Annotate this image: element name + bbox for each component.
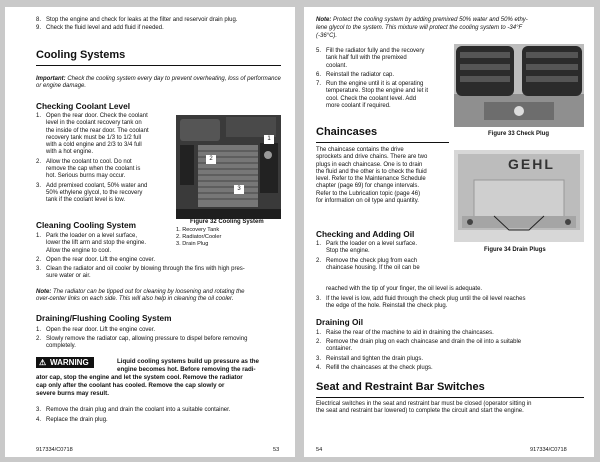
figure-32-caption: Figure 32 Cooling System bbox=[190, 219, 264, 225]
section-title-seat-restraint: Seat and Restraint Bar Switches bbox=[316, 381, 485, 393]
list-item-line: container. bbox=[326, 346, 353, 352]
list-item: 2. Open the rear door. Lift the engine cover. bbox=[36, 257, 156, 263]
list-item: 1. Park the loader on a level surface, bbox=[36, 233, 138, 239]
list-item-line: reached with the tip of your finger, the oil level is adequate. bbox=[326, 286, 483, 292]
figure-33-caption: Figure 33 Check Plug bbox=[488, 131, 550, 137]
cleaning-steps bbox=[36, 233, 176, 255]
list-item: 1. Park the loader on a level surface. bbox=[316, 241, 418, 247]
refill-steps bbox=[316, 48, 451, 110]
check-plug-illustration bbox=[454, 44, 584, 127]
cooling-system-illustration bbox=[176, 115, 281, 219]
paragraph-line: the fluid and the other is to check the fluid bbox=[316, 168, 427, 175]
note-line: over-center links on each side. This will also help in cleaning the oil cooler. bbox=[36, 296, 234, 302]
note-line: lene glycol to the system. This mixture will protect the cooling system to -34°F bbox=[316, 25, 523, 31]
footer-doc-number: 917334/C0718 bbox=[36, 447, 73, 453]
paragraph-line: sprockets and drive chains. There are two bbox=[316, 154, 428, 161]
list-item-line: sure water or air. bbox=[46, 273, 91, 279]
list-item-line: completely. bbox=[46, 343, 76, 349]
callout-2: 2 bbox=[206, 155, 216, 164]
list-item-line: lower the lift arm and stop the engine. bbox=[46, 240, 147, 247]
footer-doc-number: 917334/C0718 bbox=[530, 447, 567, 453]
paragraph-line: Refer to the Lubrication topic (page 46) bbox=[316, 190, 421, 197]
list-item: 8. Stop the engine and check for leaks at the filter and reservoir drain plug. bbox=[36, 17, 238, 23]
list-item-line: recovery tank must be 1/3 to 1/2 full bbox=[46, 134, 142, 141]
note-protect: Note: Protect the cooling system by adding premixed 50% water and 50% ethy- bbox=[316, 17, 528, 23]
section-title-cooling-systems: Cooling Systems bbox=[36, 49, 126, 61]
list-item: 4. Refill the chaincases at the check plugs. bbox=[316, 365, 433, 371]
legend-item: 1. Recovery Tank bbox=[176, 227, 220, 233]
figure-34-caption: Figure 34 Drain Plugs bbox=[484, 247, 546, 253]
warning-line: engine becomes hot. Before removing the radi- bbox=[117, 366, 256, 373]
paragraph-line: chapter (page 69) for change intervals. bbox=[316, 183, 420, 190]
note-line: (-36°C). bbox=[316, 33, 338, 39]
list-item-line: with a cold engine and 2/3 to 3/4 full bbox=[46, 142, 142, 149]
checking-steps bbox=[36, 113, 171, 205]
warning-line: Liquid cooling systems build up pressure as the bbox=[117, 358, 259, 365]
list-item: 3. Clean the radiator and oil cooler by blowing through the fins with high pres- bbox=[36, 266, 245, 272]
footer-page-number: 53 bbox=[273, 447, 280, 453]
paragraph-line: level. Refer to the Maintenance Schedule bbox=[316, 176, 426, 183]
list-item-line: Allow the engine to cool. bbox=[46, 247, 112, 254]
checking-oil-steps bbox=[316, 241, 456, 272]
list-item: 4. Replace the drain plug. bbox=[36, 417, 108, 423]
callout-1: 1 bbox=[264, 135, 274, 144]
list-item: 7. Run the engine until it is at operating bbox=[316, 81, 424, 88]
warning-label: ⚠ WARNING bbox=[36, 357, 94, 368]
list-item-line: remove the cap when the coolant is bbox=[46, 166, 141, 173]
note-radiator: Note: The radiator can be tipped out for cleaning by loosening and rotating the bbox=[36, 289, 245, 295]
list-item: 6. Reinstall the radiator cap. bbox=[316, 71, 395, 78]
list-item: 9. Check the fluid level and add fluid if needed. bbox=[36, 25, 164, 31]
important-note: Important: Check the cooling system every day to prevent overheating, loss of performance or engine damage. bbox=[36, 76, 281, 90]
list-item-line: Stop the engine. bbox=[326, 248, 370, 255]
section-rule bbox=[316, 397, 584, 398]
paragraph-line: the seat and restraint bar lowered) to complete the circuit and start the engine. bbox=[316, 408, 524, 414]
figure-33-check-plug-photo bbox=[454, 44, 584, 127]
list-item-line: more coolant if required. bbox=[326, 103, 391, 110]
list-item-line: the inside of the rear door. The coolant bbox=[46, 127, 149, 134]
list-item: 2. Slowly remove the radiator cap, allowing pressure to dispel before removing bbox=[36, 336, 248, 342]
paragraph-line: Electrical switches in the seat and restraint bar must be closed (operator sitting in bbox=[316, 401, 532, 407]
legend-item: 2. Radiator/Cooler bbox=[176, 234, 222, 240]
list-item: 1. Raise the rear of the machine to aid in draining the chaincases. bbox=[316, 330, 494, 336]
right-page bbox=[304, 7, 594, 457]
gehl-logo: GEHL bbox=[508, 156, 555, 172]
legend-item: 3. Drain Plug bbox=[176, 241, 209, 247]
warning-line: cap only after the coolant has cooled. Remove the cap slowly or bbox=[36, 382, 225, 389]
callout-3: 3 bbox=[234, 185, 244, 194]
figure-32-cooling-system-photo bbox=[176, 115, 281, 219]
section-rule bbox=[316, 142, 449, 143]
list-item-line: with a hot engine. bbox=[46, 149, 94, 156]
list-item: 1. Open the rear door. Lift the engine cover. bbox=[36, 327, 156, 333]
list-item-line: temperature. Stop the engine and let it bbox=[326, 88, 429, 95]
warning-line: ator cap, stop the engine and let the system cool. Remove the radiator bbox=[36, 374, 243, 381]
warning-icon: ⚠ bbox=[39, 358, 47, 367]
list-item-line: tank half full with the premixed bbox=[326, 55, 407, 62]
list-item: 3. Reinstall and tighten the drain plugs. bbox=[316, 356, 424, 362]
list-item-line: cool. Check the coolant level. Add bbox=[326, 95, 417, 102]
list-item-line: tank if the coolant level is low. bbox=[46, 197, 126, 204]
list-item: 3. Add premixed coolant, 50% water and bbox=[36, 182, 148, 189]
section-rule bbox=[36, 65, 281, 66]
section-title-chaincases: Chaincases bbox=[316, 126, 378, 138]
list-item: 1. Open the rear door. Check the coolant bbox=[36, 113, 148, 119]
figure-34-drain-plugs-photo bbox=[454, 150, 584, 242]
paragraph-line: The chaincase contains the drive bbox=[316, 147, 404, 153]
figure-32-legend bbox=[176, 227, 221, 248]
list-item: 5. Fill the radiator fully and the recovery bbox=[316, 48, 425, 54]
left-page bbox=[5, 7, 295, 457]
list-item-line: 50% ethylene glycol, to the recovery bbox=[46, 189, 143, 196]
list-item-line: the edge of the hole. Reinstall the check plug. bbox=[326, 303, 448, 309]
list-item: 2. Remove the check plug from each bbox=[316, 257, 418, 264]
list-item: 2. Remove the drain plug on each chaincase and drain the oil into a suitable bbox=[316, 339, 522, 345]
list-item: 2. Allow the coolant to cool. Do not bbox=[36, 158, 132, 165]
warning-line: severe burns may result. bbox=[36, 390, 109, 397]
list-item-line: coolant. bbox=[326, 62, 348, 69]
heading-checking-coolant-level: Checking Coolant Level bbox=[36, 101, 131, 111]
list-item-line: chaincase housing. If the oil can be bbox=[326, 264, 420, 271]
heading-checking-adding-oil: Checking and Adding Oil bbox=[316, 229, 415, 239]
heading-draining-flushing: Draining/Flushing Cooling System bbox=[36, 313, 172, 323]
heading-draining-oil: Draining Oil bbox=[316, 317, 364, 327]
paragraph-line: plugs in each chaincase. One is to drain bbox=[316, 161, 423, 168]
list-item-line: level in the coolant recovery tank on bbox=[46, 120, 142, 127]
paragraph-line: for information on oil type and quantity. bbox=[316, 198, 419, 205]
chaincases-paragraph bbox=[316, 147, 449, 205]
list-item-line: hot. Serious burns may occur. bbox=[46, 173, 126, 180]
heading-cleaning-cooling-system: Cleaning Cooling System bbox=[36, 220, 137, 230]
list-item: 3. Remove the drain plug and drain the coolant into a suitable container. bbox=[36, 407, 231, 413]
footer-page-number: 54 bbox=[316, 447, 323, 453]
list-item: 3. If the level is low, add fluid through the check plug until the oil level reaches bbox=[316, 296, 526, 302]
